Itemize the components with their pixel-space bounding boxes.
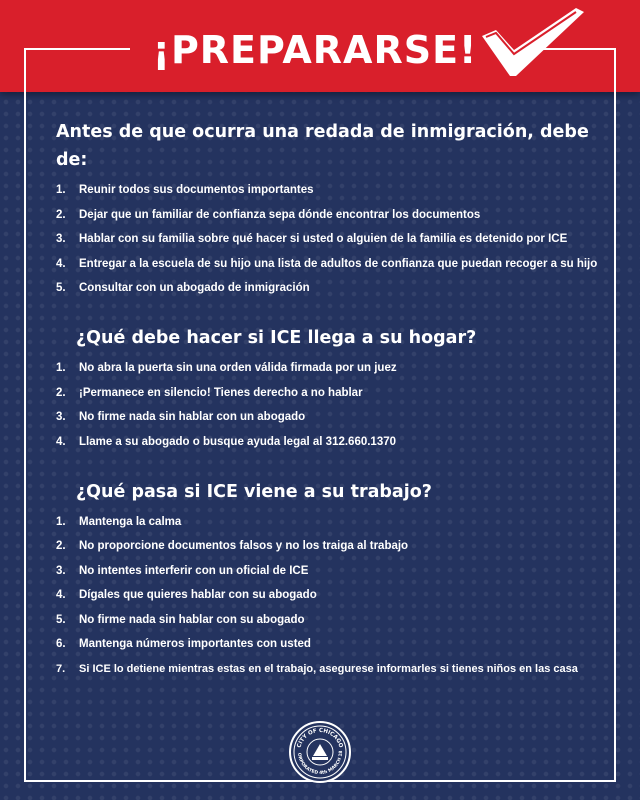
section-heading: ¿Qué debe hacer si ICE llega a su hogar? [76, 328, 477, 348]
list-item: 4. Dígales que quieres hablar con su abogado [56, 589, 317, 601]
list-item: 3. No firme nada sin hablar con un abogado [56, 411, 306, 423]
list-item: 3. No intentes interferir con un oficial de ICE [56, 564, 309, 577]
seal-text-bottom: ORPORATED 4th MARCH 18 [295, 750, 345, 777]
city-seal-icon [288, 720, 352, 784]
checklist [56, 182, 616, 296]
section-heading: ¿Qué pasa si ICE viene a su trabajo? [76, 481, 432, 502]
section-ice-at-home [56, 324, 616, 450]
section-before-raid [56, 118, 616, 296]
main-content [56, 118, 616, 685]
list-item: 4. Llame a su abogado o busque ayuda legal al 312.660.1370 [56, 435, 397, 448]
list-item: 6. Mantenga números importantes con usted [56, 638, 311, 650]
list-item: 2. Dejar que un familiar de confianza sepa dónde encontrar los documentos [56, 208, 481, 221]
list-item: 1. Mantenga la calma [56, 515, 182, 528]
list-item: 3. Hablar con su familia sobre qué hacer si usted o alguien de la familia es detenido por ICE [56, 233, 568, 245]
list-item: 1. No abra la puerta sin una orden válida firmada por un juez [56, 362, 397, 374]
list-item: 5. Consultar con un abogado de inmigración [56, 282, 310, 294]
list-item: 2. ¡Permanece en silencio! Tienes derecho a no hablar [56, 386, 363, 399]
seal-text-top: CITY OF CHICAGO [296, 727, 344, 749]
section-ice-at-work [56, 478, 616, 677]
list-item: 4. Entregar a la escuela de su hijo una lista de adultos de confianza que puedan recoger a su hijo [56, 257, 598, 270]
list-item: 7. Si ICE lo detiene mientras estas en el trabajo, asegurese informarles si tienes niños en las casa [56, 662, 578, 675]
list-item: 2. No proporcione documentos falsos y no los traiga al trabajo [56, 540, 409, 552]
checklist [56, 514, 616, 677]
section-heading: Antes de que ocurra una redada de inmigración, debe de: [56, 122, 589, 170]
checkmark-icon [476, 6, 588, 80]
checklist [56, 360, 616, 450]
page-title: ¡PREPARARSE! [152, 28, 478, 72]
list-item: 5. No firme nada sin hablar con su abogado [56, 613, 305, 626]
list-item: 1. Reunir todos sus documentos importantes [56, 184, 314, 196]
